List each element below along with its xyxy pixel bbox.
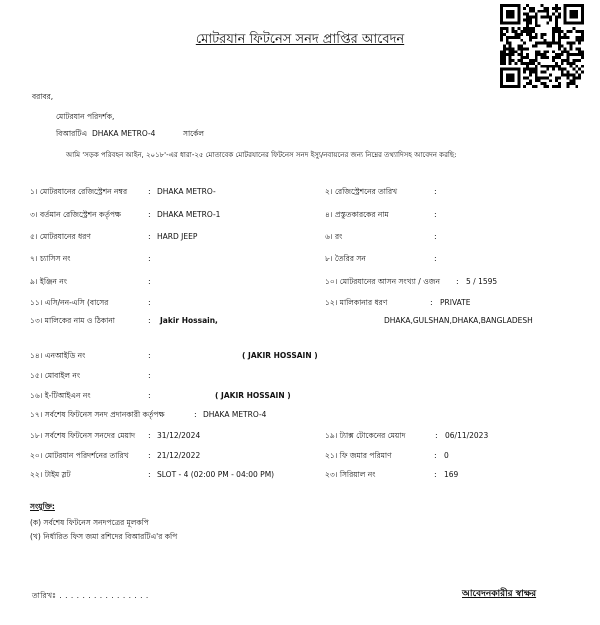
- field-colon: :: [148, 431, 151, 440]
- field-label-16: ১৬। ই-টিআইএন নং: [30, 391, 91, 400]
- field-colon: :: [434, 232, 437, 241]
- field-colon: :: [430, 298, 433, 307]
- field-value-17: DHAKA METRO-4: [203, 410, 267, 419]
- field-colon: :: [148, 391, 151, 400]
- field-colon: :: [434, 451, 437, 460]
- field-value-23: 169: [444, 470, 459, 479]
- field-label-23: ২৩। সিরিয়াল নং: [325, 470, 376, 479]
- field-colon: :: [148, 232, 151, 241]
- field-label-17: ১৭। সর্বশেষ ফিটনেস সনদ প্রদানকারী কর্তৃপক্ষ: [30, 410, 165, 419]
- field-value-14: ( JAKIR HOSSAIN ): [242, 351, 318, 360]
- page-title: মোটরযান ফিটনেস সনদ প্রাপ্তির আবেদন: [195, 32, 405, 47]
- field-label-5: ৫। মোটরযানের ধরণ: [30, 232, 91, 241]
- field-colon: :: [435, 431, 438, 440]
- field-colon: :: [148, 470, 151, 479]
- field-label-21: ২১। ফি জমার পরিমাণ: [325, 451, 392, 460]
- attachments-heading: সংযুক্তি:: [30, 502, 55, 511]
- field-colon: :: [434, 254, 437, 263]
- field-value-16: ( JAKIR HOSSAIN ): [215, 391, 291, 400]
- field-colon: :: [434, 187, 437, 196]
- field-label-4: ৪। প্রস্তুতকারকের নাম: [325, 210, 389, 219]
- field-colon: :: [148, 351, 151, 360]
- attachment-item: (ক) সর্বশেষ ফিটনেস সনদপত্রের মূলকপি: [30, 518, 149, 527]
- field-label-8: ৮। তৈরির সন: [325, 254, 366, 263]
- field-label-3: ৩। বর্তমান রেজিস্ট্রেশন কর্তৃপক্ষ: [30, 210, 122, 219]
- field-label-18: ১৮। সর্বশেষ ফিটনেস সনদের মেয়াদ: [30, 431, 136, 440]
- field-value-1: DHAKA METRO-: [157, 187, 216, 196]
- field-colon: :: [194, 410, 197, 419]
- field-colon: :: [148, 451, 151, 460]
- owner-name: Jakir Hossain,: [160, 316, 218, 325]
- field-colon: :: [456, 277, 459, 286]
- signature-label: আবেদনকারীর স্বাক্ষর: [462, 589, 537, 599]
- office-value: DHAKA METRO-4: [92, 129, 156, 138]
- field-label-11: ১১। এসি/নন-এসি (বাসের: [30, 298, 109, 307]
- addressee: মোটরযান পরিদর্শক,: [56, 112, 115, 121]
- field-colon: :: [148, 254, 151, 263]
- field-value-20: 21/12/2022: [157, 451, 201, 460]
- field-label-6: ৬। রং: [325, 232, 343, 241]
- attachment-item: (খ) নির্ধারিত ফিস জমা রশিদের বিআরটিএ'র কপি: [30, 532, 178, 541]
- field-label-14: ১৪। এনআইডি নং: [30, 351, 86, 360]
- field-colon: :: [148, 210, 151, 219]
- qr-code: [499, 4, 585, 88]
- field-colon: :: [148, 371, 151, 380]
- field-label-15: ১৫। মোবাইল নং: [30, 371, 81, 380]
- field-label-2: ২। রেজিস্ট্রেশনের তারিখ: [325, 187, 398, 196]
- to-line: বরাবর,: [32, 92, 54, 101]
- field-value-19: 06/11/2023: [445, 431, 489, 440]
- field-colon: :: [148, 277, 151, 286]
- office-prefix: বিআরটিএ: [56, 129, 88, 138]
- field-label-19: ১৯। ট্যাক্স টোকেনের মেয়াদ: [325, 431, 406, 440]
- field-label-12: ১২। মালিকানার ধরণ: [325, 298, 388, 307]
- field-label-7: ৭। চ্যাসিস নং: [30, 254, 71, 263]
- field-value-22: SLOT - 4 (02:00 PM - 04:00 PM): [157, 470, 275, 479]
- field-label-10: ১০। মোটরযানের আসন সংখ্যা / ওজন: [325, 277, 440, 286]
- field-colon: :: [434, 210, 437, 219]
- field-colon: :: [148, 187, 151, 196]
- field-value-21: 0: [444, 451, 449, 460]
- field-value-18: 31/12/2024: [157, 431, 201, 440]
- field-value-3: DHAKA METRO-1: [157, 210, 221, 219]
- date-label: তারিখঃ . . . . . . . . . . . . . . . .: [32, 591, 149, 600]
- field-value-12: PRIVATE: [440, 298, 471, 307]
- field-colon: :: [148, 316, 151, 325]
- owner-address: DHAKA,GULSHAN,DHAKA,BANGLADESH: [384, 316, 533, 325]
- field-colon: :: [434, 470, 437, 479]
- circle-label: সার্কেল: [183, 129, 204, 138]
- field-label-20: ২০। মোটরযান পরিদর্শনের তারিখ: [30, 451, 129, 460]
- field-label-1: ১। মোটরযানের রেজিস্ট্রেশন নম্বর: [30, 187, 128, 196]
- field-label-22: ২২। টাইম স্লট: [30, 470, 71, 479]
- field-colon: :: [148, 298, 151, 307]
- application-statement: আমি 'সড়ক পরিবহন আইন, ২০১৮'-এর ধারা-২৫ মোতাবেক মোটরযানের ফিটনেস সনদ ইস্যু/নবায়নের জন্য নিম্নের তথ্যাদিসহ আবেদন করছি:: [66, 151, 457, 159]
- field-label-9: ৯। ইঞ্জিন নং: [30, 277, 67, 286]
- field-value-5: HARD JEEP: [157, 232, 198, 241]
- field-value-10: 5 / 1595: [466, 277, 498, 286]
- field-label-13: ১৩। মালিকের নাম ও ঠিকানা: [30, 316, 115, 325]
